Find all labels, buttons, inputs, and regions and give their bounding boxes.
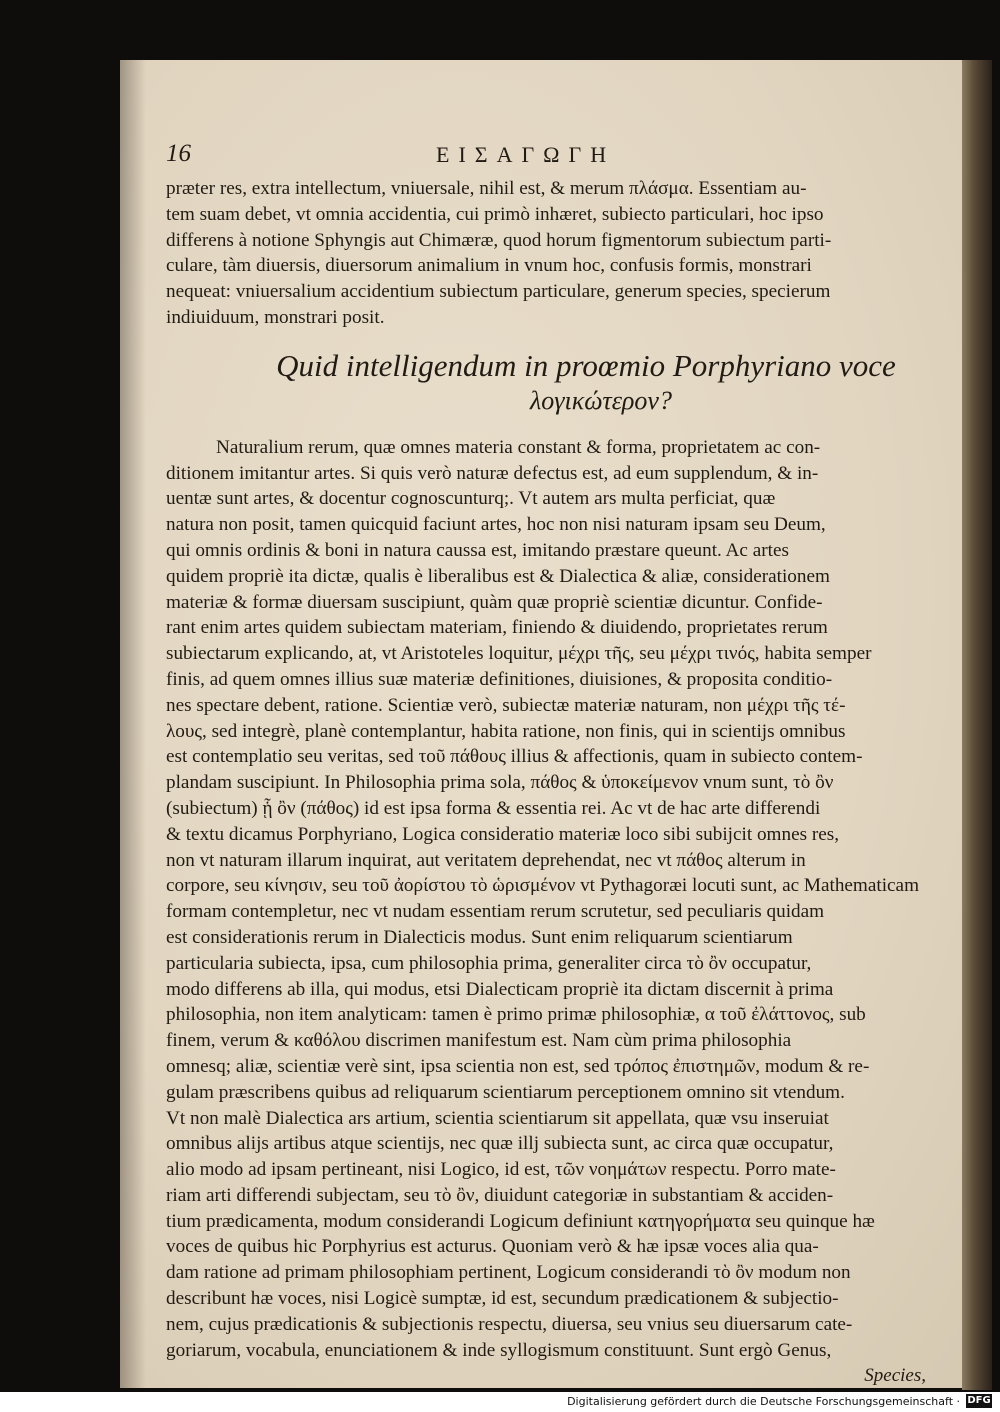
running-title: ΕΙΣΑΓΩΓΗ <box>436 142 616 167</box>
dfg-logo: DFG <box>967 1395 991 1406</box>
text-line: culare, tàm diuersis, diuersorum animalium in vnum hoc, confusis formis, monstrari <box>166 255 812 277</box>
section-heading: Quid intelligendum in proœmio Porphyriano voce <box>276 347 896 383</box>
catchword: Species, <box>864 1365 926 1387</box>
text-line: nes spectare debent, ratione. Scientiæ verò, subiectæ materiæ naturam, non μέχρι τῆς τέ- <box>166 694 846 716</box>
text-line: rant enim artes quidem subiectam materiam, finiendo & diuidendo, proprietates rerum <box>166 617 828 639</box>
text-line: voces de quibus hic Porphyrius est acturus. Quoniam verò & hæ ipsæ voces alia qua- <box>166 1236 819 1258</box>
text-line: uentæ sunt artes, & docentur cognoscunturq;. Vt autem ars multa perficiat, quæ <box>166 488 776 510</box>
page-number: 16 <box>166 140 191 167</box>
text-line: subiectarum explicando, at, vt Aristoteles loquitur, μέχρι τῆς, seu μέχρι τινός, habita semper <box>166 643 872 665</box>
text-line: goriarum, vocabula, enunciationem & inde syllogismum constituunt. Sunt ergò Genus, <box>166 1339 832 1361</box>
footer-credit: Digitalisierung gefördert durch die Deutsche Forschungsgemeinschaft · <box>567 1395 960 1408</box>
text-line: formam contempletur, nec vt nudam essentiam rerum scrutetur, sed peculiaris quidam <box>166 901 825 923</box>
text-line: nem, cujus prædicationis & subjectionis respectu, diuersa, seu vnius seu diuersarum cate- <box>166 1313 853 1335</box>
text-line: finis, ad quem omnes illius suæ materiæ definitiones, diuisiones, & proposita conditio- <box>166 668 833 690</box>
text-line: non vt naturam illarum inquirat, aut veritatem deprehendat, nec vt πάθος alterum in <box>166 849 806 871</box>
text-line: describunt hæ voces, nisi Logicè sumptæ, id est, secundum prædicationem & subjectio- <box>166 1288 839 1310</box>
text-line: particularia subiecta, ipsa, cum philosophia prima, generaliter circa τὸ ὂν occupatur, <box>166 952 812 974</box>
text-line: philosophia, non item analyticam: tamen è primo primæ philosophiæ, α τοῦ ἐλάττονος, sub <box>166 1004 866 1026</box>
text-line: finem, verum & καθόλου discrimen manifestum est. Nam cùm prima philosophia <box>166 1030 792 1052</box>
text-line: gulam præscribens quibus ad reliquarum scientiarum perceptionem omnino sit vtendum. <box>166 1081 845 1103</box>
text-line: omnibus alijs artibus atque scientijs, nec quæ illj subiecta sunt, ac circa quæ occupatur, <box>166 1133 834 1155</box>
text-line: Vt non malè Dialectica ars artium, scientia scientiarum sit appellata, quæ vsu inseruiat <box>166 1107 829 1129</box>
text-line: dam ratione ad primam philosophiam pertinent, Logicum considerandi τὸ ὂν modum non <box>166 1262 851 1284</box>
text-line: nequeat: vniuersalium accidentium subiectum particulare, generum species, specierum <box>166 281 831 303</box>
text-line: indiuiduum, monstrari posit. <box>166 306 385 328</box>
page-edge <box>962 60 992 1390</box>
text-line: (subiectum) ᾗ ὂν (πάθος) id est ipsa forma & essentia rei. Ac vt de hac arte differendi <box>166 797 821 819</box>
text-line: plandam suscipiunt. In Philosophia prima sola, πάθος & ὑποκείμενον vnum sunt, τὸ ὂν <box>166 772 834 794</box>
text-line: ditionem imitantur artes. Si quis verò naturæ defectus est, ad eum supplendum, & in- <box>166 462 819 484</box>
text-line: riam arti differendi subjectam, seu τὸ ὂν, diuidunt categoriæ in substantiam & acciden- <box>166 1184 834 1206</box>
section-subheading: λογικώτερον? <box>530 385 672 415</box>
text-line: materiæ & formæ diuersam suscipiunt, quàm quæ propriè scientiæ dicuntur. Confide- <box>166 591 823 613</box>
text-line: differens à notione Sphyngis aut Chimæræ, quod horum figmentorum subiectum parti- <box>166 229 832 251</box>
binding-shadow <box>120 60 146 1388</box>
text-line: qui omnis ordinis & boni in natura caussa est, imitando præstare queunt. Ac artes <box>166 539 789 561</box>
page-text <box>166 140 926 1387</box>
paragraph-2 <box>166 435 926 1364</box>
text-line: est considerationis rerum in Dialecticis modus. Sunt enim reliquarum scientiarum <box>166 926 793 948</box>
text-line: natura non posit, tamen quicquid faciunt artes, hoc non nisi naturam ipsam seu Deum, <box>166 514 826 536</box>
paragraph-1 <box>166 176 926 331</box>
text-line: modo differens ab illa, qui modus, etsi Dialecticam propriè ita dictam discernit à prima <box>166 978 834 1000</box>
text-line: & textu dicamus Porphyriano, Logica consideratio materiæ loco sibi subijcit omnes res, <box>166 823 840 845</box>
running-head <box>166 140 926 176</box>
digitization-footer <box>0 1392 1000 1412</box>
text-line: corpore, seu κίνησιν, seu τοῦ ἀορίστου τὸ ὡρισμένον vt Pythagoræi locuti sunt, ac Mathematicam <box>166 875 919 897</box>
text-line: tem suam debet, vt omnia accidentia, cui primò inhæret, subiecto particulari, hoc ipso <box>166 203 824 225</box>
text-line: omnesq; aliæ, scientiæ verè sint, ipsa scientia non est, sed τρόπος ἐπιστημῶν, modum & re- <box>166 1055 870 1077</box>
text-line: alio modo ad ipsam pertineant, nisi Logico, id est, τῶν νοημάτων respectu. Porro mate- <box>166 1159 836 1181</box>
text-line: quidem propriè ita dictæ, qualis è liberalibus est & Dialectica & aliæ, considerationem <box>166 565 830 587</box>
text-line: est contemplatio seu veritas, sed τοῦ πάθους illius & affectionis, quam in subiecto contem- <box>166 746 863 768</box>
text-line: Naturalium rerum, quæ omnes materia constant & forma, proprietatem ac con- <box>216 436 821 458</box>
text-line: præter res, extra intellectum, vniuersale, nihil est, & merum πλάσμα. Essentiam au- <box>166 178 807 199</box>
text-line: tium prædicamenta, modum considerandi Logicum definiunt κατηγορήματα seu quinque hæ <box>166 1210 875 1232</box>
text-line: λους, sed integrè, planè contemplantur, habita ratione, non finis, qui in scientijs omnibus <box>166 720 846 742</box>
